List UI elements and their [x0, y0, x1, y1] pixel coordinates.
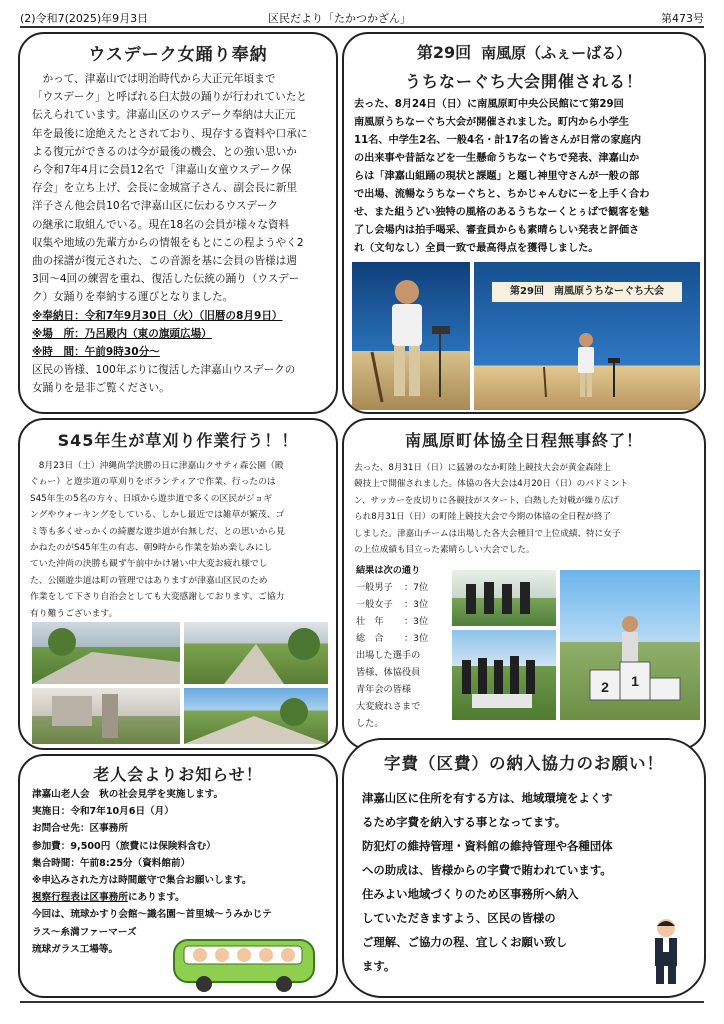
- body-line: られ8月31日（日）の町陸上競技大会で今期の体協の全日程が終了: [354, 512, 612, 523]
- result-rank: ：3位: [404, 599, 429, 610]
- article-uchinaaguchi: [342, 32, 706, 414]
- body-line: の出来事や昔話などを一生懸命うちなーぐちで発表、津嘉山か: [354, 153, 640, 164]
- body-line: 参加費：9,500円（旅費には保険料含む）: [32, 840, 216, 852]
- stage-speaker-icon: [474, 262, 700, 410]
- body-line: 8月23日（土）沖縄尚学決勝の日に津嘉山クサティ森公園（殿: [30, 461, 284, 471]
- podium-photo: [560, 570, 700, 720]
- body-line: 有り難うございます。: [30, 608, 118, 619]
- body-line: 存会」を立ち上げ、会長に金城富子さん、副会長に新里: [32, 182, 298, 195]
- thanks-line: 大変疲れさまで: [356, 701, 421, 712]
- body-line: の継承に取組んでいる。現在18名の会員が様々な資料: [32, 218, 290, 231]
- body-line: ます。: [362, 959, 396, 973]
- detail-line: ※時 間：午前9時30分～: [32, 346, 160, 359]
- body-line: 曲の採譜が復元された、この音源を基に会員の皆様は週: [32, 255, 297, 268]
- body-line: 集合時間：午前8:25分（資料館前）: [32, 857, 191, 869]
- body-line: 洋子さん他会員10名で津嘉山区に伝わるウスデーク: [32, 200, 279, 213]
- body-line: 了し会場内は拍手喝采、審査員からも素晴らしい発表と評価さ: [354, 225, 640, 236]
- svg-text:2: 2: [601, 679, 609, 695]
- body-line: ク）女踊りを奉納する運びとなりました。: [32, 291, 234, 304]
- body-line: れ（文句なし）全員一致で最高得点を獲得しました。: [354, 243, 599, 254]
- results-title: 結果は次の通り: [356, 565, 421, 576]
- result-label: 一般女子: [356, 599, 393, 610]
- results-block: [356, 562, 452, 732]
- body-line: 「ウスデーク」と呼ばれる臼太鼓の踊りが行われていたと: [32, 91, 307, 104]
- body-line: ン、サッカーを皮切りに各競技がスタート、白熱した対戦が繰り広げ: [354, 495, 619, 506]
- body-line: らは「津嘉山組踊の現状と課題」と題し神里守さんが一般の部: [354, 171, 640, 182]
- article-uchinaaguchi-subtitle: うちなーぐち大会開催される！: [404, 72, 643, 91]
- body-line: 津嘉山区に住所を有する方は、地域環境をよくす: [362, 791, 613, 805]
- body-line: 去った、8月31日（日）に猛暑のなか町陸上競技大会が黄金森陸上: [354, 463, 612, 473]
- body-line: していただきますよう、区民の皆様の: [362, 911, 556, 925]
- closing-line: 女踊りを是非ご覧ください。: [32, 382, 170, 395]
- result-row: [356, 596, 452, 613]
- paper-name: 区民だより「たかつかざん」: [268, 12, 411, 25]
- result-label: 総 合: [356, 633, 384, 644]
- article-usudeku: [18, 32, 338, 414]
- article-usudeku-title: ウスデーク女踊り奉納: [88, 45, 268, 65]
- result-rank: ：3位: [404, 633, 429, 644]
- body-line: ぐゎー）と遊歩道の草刈りをボランティアで作業、行ったのは: [30, 477, 276, 488]
- park-photo-4: [184, 688, 328, 744]
- page-footer-rule: [20, 1001, 704, 1003]
- body-line: るため字費を納入する事となってます。: [362, 815, 567, 829]
- park-photo-3: [32, 688, 180, 744]
- body-line: お問合せ先：区事務所: [32, 823, 128, 835]
- article-fee-notice-title: 字費（区費）の納入協力のお願い！: [384, 754, 664, 773]
- result-label: 壮 年: [356, 616, 384, 627]
- body-line: せ、また組うどい独特の風格のあるうちなーくとぅばで観客を魅: [354, 207, 649, 218]
- body-line: 競技上で開催されました。体協の各大会は4月20日（日）のバドミント: [354, 479, 629, 490]
- park-photo-1: [32, 622, 180, 684]
- issue-number: 第473号: [661, 12, 704, 25]
- body-line: 実施日：令和7年10月6日（月）: [32, 806, 174, 818]
- page-header: [20, 6, 704, 28]
- athletes-photo-2: [452, 630, 556, 720]
- body-line: 3回～4回の練習を重ね、復活した伝統の踊り（ウスデー: [32, 273, 300, 286]
- thanks-line: した。: [356, 718, 384, 729]
- thanks-line: 出場した選手の: [356, 650, 421, 661]
- svg-text:1: 1: [631, 673, 639, 689]
- article-fee-notice: [342, 738, 706, 998]
- stage-banner: 第29回 南風原うちなーぐち大会: [492, 282, 682, 302]
- tour-line: 今回は、琉球かすり会館～識名園～首里城～うみかじテ: [32, 909, 272, 921]
- park-photo-2: [184, 622, 328, 684]
- body-line: への助成は、皆様からの字費で賄われています。: [362, 863, 612, 877]
- article-senior-club-body: [32, 786, 332, 958]
- body-line: 11名、中学生2名、一般4名・計17名の皆さんが日常の家庭内: [354, 135, 642, 146]
- body-line: 南風原うちなーぐち大会が開催されました。町内から小学生: [354, 117, 630, 128]
- body-line: の上位成績も目立った素晴らしい大会でした。: [354, 545, 535, 556]
- bowing-man-icon: [644, 916, 688, 986]
- body-line: ら令和7年4月に会員12名で「津嘉山女童ウスデーク保: [32, 164, 292, 177]
- itinerary-link[interactable]: 視察行程表は区事務所: [32, 892, 128, 904]
- article-grass-cutting-body: [30, 458, 334, 622]
- contest-town: 南風原（ふぇーばる）: [481, 44, 632, 62]
- thanks-line: 青年会の皆様: [356, 684, 412, 695]
- body-line: ご理解、ご協力の程、宜しくお願い致し: [362, 935, 568, 949]
- body-line: かねたのがS45年生の有志、朝9時から作業を始め楽しみにし: [30, 543, 273, 554]
- result-rank: ：7位: [404, 582, 429, 593]
- thanks-line: 皆様、体協役員: [356, 667, 421, 678]
- result-row: [356, 613, 452, 630]
- result-label: 一般男子: [356, 582, 393, 593]
- body-line: よる復元ができるのは今が最後の機会、との強い思いか: [32, 145, 297, 158]
- detail-line: ※奉納日：令和7年9月30日（火）（旧暦の8月9日）: [32, 309, 283, 322]
- article-grass-cutting-title: S45年生が草刈り作業行う！！: [57, 431, 299, 450]
- detail-line: ※場 所：乃呂殿内（東の旗頭広場）: [32, 327, 212, 340]
- article-senior-club: [18, 754, 338, 998]
- result-row: [356, 630, 452, 647]
- athletes-photo-1: [452, 570, 556, 626]
- speaker-figure-icon: [352, 262, 470, 410]
- body-line: 津嘉山老人会 秋の社会見学を実施します。: [32, 789, 224, 800]
- closing-line: 区民の皆様、100年ぶりに復活した津嘉山ウスデークの: [32, 364, 296, 377]
- body-line: しました。津嘉山チームは出場した各大会種目で上位成績、特に女子: [354, 528, 621, 539]
- body-line: 収集や地域の先輩方からの情報をもとにこの程ようやく2: [32, 236, 304, 249]
- article-grass-cutting: [18, 418, 338, 750]
- article-sports-meet-title: 南風原町体協全日程無事終了！: [404, 431, 643, 450]
- body-line: ミ等も多くせっかくの綺麗な遊歩道が台無しだ、との思いから見: [30, 526, 285, 537]
- body-line: 年を最後に途絶えたとされており、現存する資料や口承に: [32, 127, 308, 140]
- body-line: ていた沖尚の決勝も観ず午前中かけ暑い中大変お疲れ様でし: [30, 559, 268, 570]
- article-senior-club-title: 老人会よりお知らせ！: [93, 765, 263, 784]
- article-uchinaaguchi-title: [344, 40, 704, 63]
- stage-photo: [474, 262, 700, 410]
- article-sports-meet: [342, 418, 706, 750]
- article-sports-meet-body: [354, 460, 702, 558]
- body-line: 住みよい地域づくりのため区事務所へ納入: [362, 887, 579, 901]
- body-line: 防犯灯の維持管理・資料館の維持管理や各種団体: [362, 839, 613, 853]
- tour-line: 琉球ガラス工場等。: [32, 943, 119, 955]
- issue-date: (2)令和7(2025)年9月3日: [20, 12, 149, 25]
- body-line: 伝えられています。津嘉山区のウスデーク奉納は大正元: [32, 109, 296, 122]
- body-line: で出場、流暢なうちなーぐちと、ちかじゃんむにーを上手く合わ: [354, 189, 650, 200]
- body-line: S45年生の5名の方々、日頃から遊歩道で多くの区民がジョギ: [30, 493, 273, 504]
- body-line: 作業をして下さり自治会としても大変感謝しております、ご協力: [30, 592, 285, 603]
- body-line: ※申込みされた方は時間厳守で集合お願いします。: [32, 875, 252, 887]
- bus-icon: [170, 934, 320, 996]
- result-row: [356, 579, 452, 596]
- article-usudeku-body: [32, 70, 332, 398]
- body-line: ングやウォーキングをしている、しかし最近では雑草が繁茂、ゴ: [30, 510, 285, 521]
- body-line: た、公園遊歩道は町の管理ではありますが津嘉山区民のため: [30, 575, 268, 586]
- article-uchinaaguchi-body: [354, 96, 702, 258]
- itinerary-suffix: にあります。: [127, 892, 185, 904]
- body-line: 去った、8月24日（日）に南風原町中央公民館にて第29回: [354, 99, 624, 110]
- result-rank: ：3位: [404, 616, 429, 627]
- tour-line: ラス～糸満ファーマーズ: [32, 926, 137, 938]
- body-line: かって、津嘉山では明治時代から大正元年頃まで: [32, 73, 276, 85]
- speaker-photo: [352, 262, 470, 410]
- contest-number: 第29回: [416, 43, 472, 62]
